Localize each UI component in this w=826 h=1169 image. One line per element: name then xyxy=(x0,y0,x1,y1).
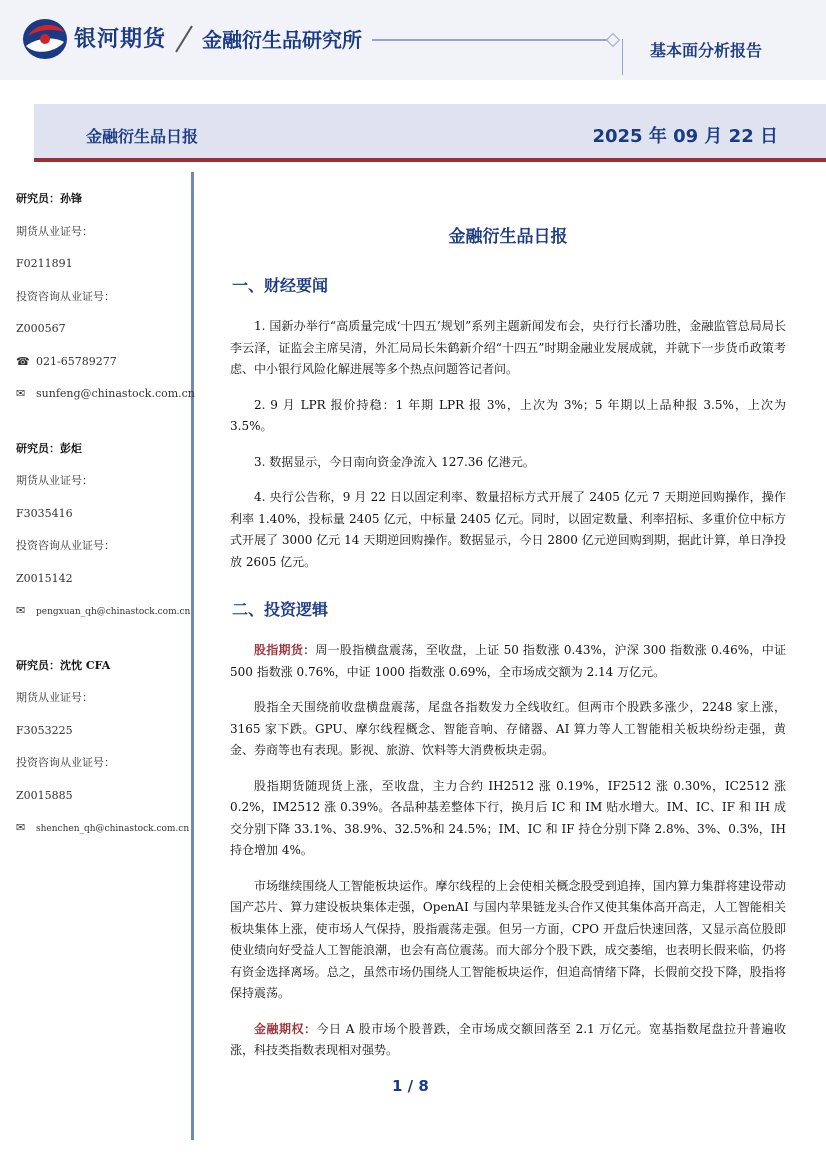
analyst-name: 研究员：彭炬 xyxy=(16,441,82,455)
section-title-news: 一、财经要闻 xyxy=(232,276,329,295)
document-title: 金融衍生品日报 xyxy=(448,227,568,247)
email-link[interactable]: shenchen_qh@chinastock.com.cn xyxy=(36,824,190,834)
report-type: 基本面分析报告 xyxy=(649,41,762,60)
index-futures-label: 股指期货： xyxy=(254,643,316,657)
news-paragraph: 2. 9 月 LPR 报价持稳：1 年期 LPR 报 3%，上次为 3%；5 年期以上品种报 3.5%，上次为 3.5%。 xyxy=(230,397,786,433)
email-icon: ✉ xyxy=(16,387,26,400)
analyst-name: 研究员：孙锋 xyxy=(16,192,82,205)
report-body xyxy=(230,220,786,1076)
consult-license-number: Z0015142 xyxy=(16,571,73,585)
phone-number: 021-65789277 xyxy=(36,354,117,368)
header-vertical-rule xyxy=(622,39,623,75)
column-divider xyxy=(191,172,194,1140)
news-paragraph: 3. 数据显示，今日南向资金净流入 127.36 亿港元。 xyxy=(254,454,535,469)
brand-name: 银河期货 xyxy=(74,27,167,52)
consult-license-label: 投资咨询从业证号： xyxy=(16,289,115,303)
phone-icon: ☎ xyxy=(16,354,30,368)
options-label: 金融期权： xyxy=(254,1021,317,1036)
futures-license-label: 期货从业证号： xyxy=(16,691,93,704)
index-futures-text: 周一股指横盘震荡，至收盘，上证 50 指数涨 0.43%，沪深 300 指数涨 0.46%，中证 500 指数涨 0.76%，中证 1000 指数涨 0.69%，全市场成交额为 2.14 万亿元。 xyxy=(230,643,786,679)
header-rule xyxy=(372,39,608,41)
index-futures-paragraph xyxy=(230,640,786,683)
futures-license-label: 期货从业证号： xyxy=(16,224,93,238)
email-row xyxy=(16,383,195,416)
banner-title: 金融衍生品日报 xyxy=(86,127,199,146)
futures-license-number: F3053225 xyxy=(16,723,73,737)
institute-name: 金融衍生品研究所 xyxy=(202,28,362,52)
email-row xyxy=(16,817,188,850)
futures-contracts-paragraph: 股指期货随现货上涨，至收盘，主力合约 IH2512 涨 0.19%，IF2512 涨 0.30%，IC2512 涨 0.2%，IM2512 涨 0.39%。各品种基差整体下行，换月后 IC 和 IM 贴水增大。IM、IC、IF 和 IH 成交分别下降 33.1%、38.9%、32.5%和 24.5%；IM、IC 和 IF 持仓分别下降 2.8%、3%、0.3%，IH 持仓增加 4%。 xyxy=(230,778,786,857)
email-row xyxy=(16,600,191,633)
consult-license-label: 投资咨询从业证号： xyxy=(16,756,115,769)
email-icon: ✉ xyxy=(16,604,26,617)
email-link[interactable]: sunfeng@chinastock.com.cn xyxy=(36,387,195,400)
email-icon: ✉ xyxy=(16,821,26,834)
analyst-card xyxy=(16,438,191,633)
report-date: 2025 年 09 月 22 日 xyxy=(592,126,778,147)
consult-license-label: 投资咨询从业证号： xyxy=(16,539,115,552)
email-link[interactable]: pengxuan_qh@chinastock.com.cn xyxy=(36,607,191,617)
outlook-paragraph: 市场继续围绕人工智能板块运作。摩尔线程的上会使相关概念股受到追捧，国内算力集群将建设带动国产芯片、算力建设板块集体走强，OpenAI 与国内苹果链龙头合作又使其集体高开高走，人工智能相关板块集体上涨，使市场人气保持，股指震荡走强。但另一方面，CPO 开盘后快速回落，又显示高位股即使业绩向好受益人工智能浪潮，也会有高位震荡。而大部分个股下跌，成交萎缩，也表明长假来临，仍将有资金选择离场。总之，虽然市场仍围绕人工智能板块运作，但追高情绪下降，长假前交投下降，股指将保持震荡。 xyxy=(230,878,786,1000)
market-paragraph: 股指全天围绕前收盘横盘震荡，尾盘各指数发力全线收红。但两市个股跌多涨少，2248 家上涨，3165 家下跌。GPU、摩尔线程概念、智能音响、存储器、AI 算力等人工智能相关板块纷纷走强，黄金、券商等也有表现。影视、旅游、饮料等大消费板块走弱。 xyxy=(230,700,786,757)
page-header xyxy=(0,0,826,80)
options-paragraph xyxy=(230,1019,786,1062)
news-paragraph: 4. 央行公告称，9 月 22 日以固定利率、数量招标方式开展了 2405 亿元 7 天期逆回购操作，操作利率 1.40%，投标量 2405 亿元，中标量 2405 亿元。同时，以固定数量、利率招标、多重价位中标方式开展了 3000 亿元 14 天期逆回购操作。数据显示，今日 2800 亿元逆回购到期，据此计算，单日净投放 2605 亿元。 xyxy=(230,490,786,569)
galaxy-futures-logo-icon xyxy=(20,16,70,62)
phone-row xyxy=(16,351,188,384)
section-title-logic: 二、投资逻辑 xyxy=(232,600,329,619)
futures-license-label: 期货从业证号： xyxy=(16,474,93,487)
diamond-icon xyxy=(606,33,620,47)
analyst-name: 研究员：沈忱 CFA xyxy=(16,658,111,672)
page-number: 1 / 8 xyxy=(392,1077,429,1095)
title-band-accent xyxy=(34,158,826,162)
options-text: 今日 A 股市场个股普跌，全市场成交额回落至 2.1 万亿元。宽基指数尾盘拉升普遍收涨，科技类指数表现相对强势。 xyxy=(230,1021,786,1057)
slash-divider-icon xyxy=(168,24,198,54)
futures-license-number: F0211891 xyxy=(16,257,73,270)
consult-license-number: Z0015885 xyxy=(16,788,73,802)
news-paragraph: 1. 国新办举行“高质量完成‘十四五’规划”系列主题新闻发布会，央行行长潘功胜，金融监管总局局长李云泽，证监会主席吴清，外汇局局长朱鹤新介绍“十四五”时期金融业发展成就，并就下一步货币政策考虑、中小银行风险化解进展等多个热点问题答记者问。 xyxy=(230,319,786,376)
consult-license-number: Z000567 xyxy=(16,322,66,335)
analyst-sidebar xyxy=(16,188,195,850)
analyst-card xyxy=(16,188,195,416)
futures-license-number: F3035416 xyxy=(16,506,73,520)
analyst-card xyxy=(16,655,188,850)
